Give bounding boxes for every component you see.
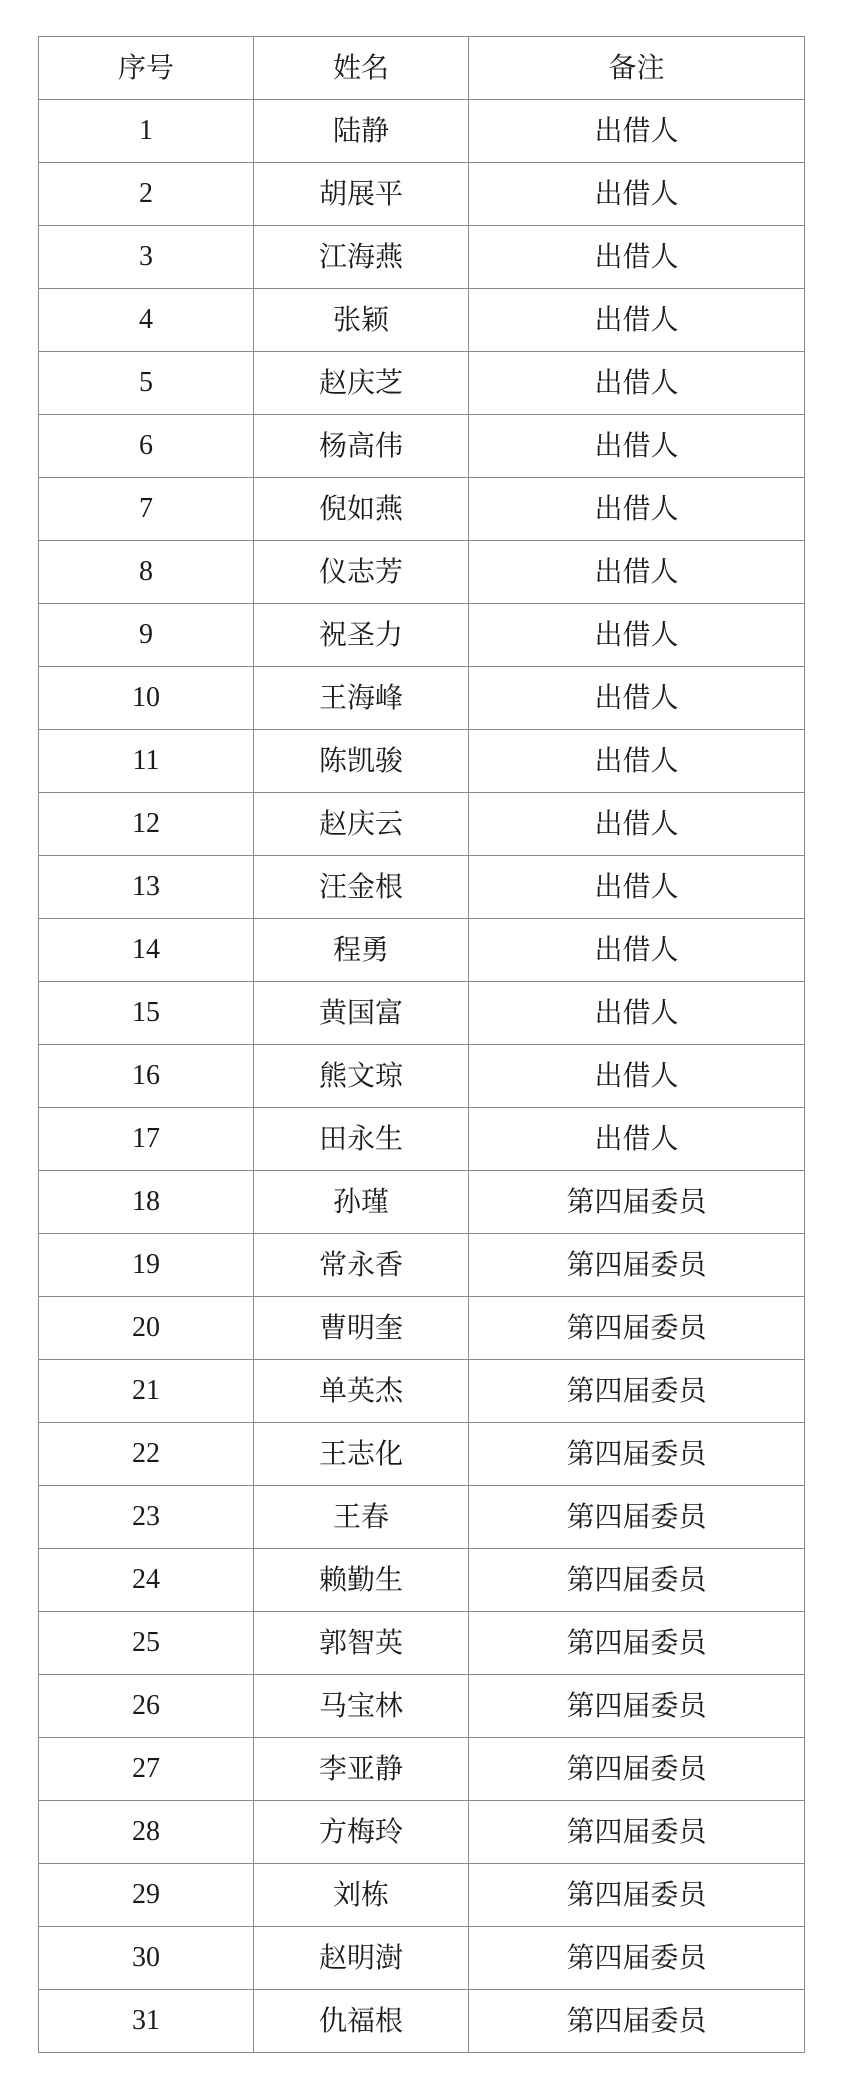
cell-number: 26 (39, 1675, 254, 1738)
cell-number: 12 (39, 793, 254, 856)
table-header (39, 37, 805, 100)
cell-remark: 出借人 (469, 1108, 805, 1171)
cell-number: 28 (39, 1801, 254, 1864)
cell-number: 8 (39, 541, 254, 604)
cell-number: 18 (39, 1171, 254, 1234)
table-row (39, 1360, 805, 1423)
cell-number: 29 (39, 1864, 254, 1927)
cell-number: 16 (39, 1045, 254, 1108)
cell-number: 9 (39, 604, 254, 667)
cell-number: 14 (39, 919, 254, 982)
cell-name: 王志化 (254, 1423, 469, 1486)
cell-number: 21 (39, 1360, 254, 1423)
cell-name: 郭智英 (254, 1612, 469, 1675)
cell-name: 赵庆云 (254, 793, 469, 856)
cell-number: 5 (39, 352, 254, 415)
cell-remark: 出借人 (469, 100, 805, 163)
cell-name: 江海燕 (254, 226, 469, 289)
table-row (39, 1108, 805, 1171)
cell-name: 杨高伟 (254, 415, 469, 478)
cell-number: 27 (39, 1738, 254, 1801)
cell-remark: 第四届委员 (469, 1171, 805, 1234)
table-row (39, 1297, 805, 1360)
cell-name: 孙瑾 (254, 1171, 469, 1234)
cell-remark: 第四届委员 (469, 1990, 805, 2053)
table-row (39, 289, 805, 352)
cell-name: 马宝林 (254, 1675, 469, 1738)
cell-remark: 第四届委员 (469, 1927, 805, 1990)
cell-remark: 第四届委员 (469, 1234, 805, 1297)
cell-remark: 出借人 (469, 730, 805, 793)
cell-remark: 出借人 (469, 856, 805, 919)
cell-remark: 出借人 (469, 982, 805, 1045)
cell-number: 17 (39, 1108, 254, 1171)
cell-name: 田永生 (254, 1108, 469, 1171)
table-row (39, 1549, 805, 1612)
table-row (39, 1171, 805, 1234)
cell-remark: 第四届委员 (469, 1360, 805, 1423)
table-row (39, 730, 805, 793)
table-row (39, 163, 805, 226)
table-row (39, 982, 805, 1045)
column-header-remark: 备注 (469, 37, 805, 100)
cell-remark: 出借人 (469, 793, 805, 856)
cell-remark: 第四届委员 (469, 1612, 805, 1675)
cell-remark: 出借人 (469, 415, 805, 478)
table-row (39, 100, 805, 163)
cell-number: 6 (39, 415, 254, 478)
cell-remark: 第四届委员 (469, 1297, 805, 1360)
cell-remark: 出借人 (469, 919, 805, 982)
cell-name: 单英杰 (254, 1360, 469, 1423)
table-row (39, 1738, 805, 1801)
cell-name: 李亚静 (254, 1738, 469, 1801)
cell-remark: 出借人 (469, 226, 805, 289)
cell-number: 3 (39, 226, 254, 289)
cell-name: 陆静 (254, 100, 469, 163)
table-row (39, 856, 805, 919)
table-row (39, 1864, 805, 1927)
cell-remark: 第四届委员 (469, 1738, 805, 1801)
table-body (39, 100, 805, 2053)
table-row (39, 415, 805, 478)
cell-remark: 出借人 (469, 478, 805, 541)
table-row (39, 1927, 805, 1990)
cell-name: 王春 (254, 1486, 469, 1549)
cell-name: 曹明奎 (254, 1297, 469, 1360)
cell-number: 31 (39, 1990, 254, 2053)
table-row (39, 478, 805, 541)
cell-number: 4 (39, 289, 254, 352)
cell-remark: 出借人 (469, 1045, 805, 1108)
cell-number: 25 (39, 1612, 254, 1675)
column-header-number: 序号 (39, 37, 254, 100)
cell-name: 常永香 (254, 1234, 469, 1297)
cell-name: 陈凯骏 (254, 730, 469, 793)
cell-name: 赖勤生 (254, 1549, 469, 1612)
cell-name: 方梅玲 (254, 1801, 469, 1864)
cell-remark: 出借人 (469, 541, 805, 604)
cell-remark: 第四届委员 (469, 1423, 805, 1486)
cell-number: 19 (39, 1234, 254, 1297)
table-row (39, 1675, 805, 1738)
cell-name: 张颖 (254, 289, 469, 352)
cell-number: 22 (39, 1423, 254, 1486)
table-row (39, 1045, 805, 1108)
table-row (39, 1612, 805, 1675)
cell-remark: 第四届委员 (469, 1549, 805, 1612)
cell-remark: 出借人 (469, 667, 805, 730)
cell-remark: 出借人 (469, 352, 805, 415)
cell-name: 赵庆芝 (254, 352, 469, 415)
table-row (39, 1423, 805, 1486)
cell-name: 胡展平 (254, 163, 469, 226)
table-row (39, 226, 805, 289)
cell-name: 熊文琼 (254, 1045, 469, 1108)
table-row (39, 1990, 805, 2053)
cell-number: 24 (39, 1549, 254, 1612)
cell-name: 程勇 (254, 919, 469, 982)
cell-name: 黄国富 (254, 982, 469, 1045)
cell-remark: 第四届委员 (469, 1864, 805, 1927)
cell-number: 7 (39, 478, 254, 541)
cell-number: 20 (39, 1297, 254, 1360)
cell-number: 15 (39, 982, 254, 1045)
table-row (39, 667, 805, 730)
cell-name: 倪如燕 (254, 478, 469, 541)
header-row (39, 37, 805, 100)
roster-table (38, 36, 805, 2053)
cell-number: 11 (39, 730, 254, 793)
cell-remark: 第四届委员 (469, 1801, 805, 1864)
cell-number: 30 (39, 1927, 254, 1990)
column-header-name: 姓名 (254, 37, 469, 100)
cell-number: 23 (39, 1486, 254, 1549)
table-row (39, 1486, 805, 1549)
cell-name: 祝圣力 (254, 604, 469, 667)
cell-remark: 出借人 (469, 289, 805, 352)
cell-name: 汪金根 (254, 856, 469, 919)
cell-remark: 第四届委员 (469, 1486, 805, 1549)
cell-number: 1 (39, 100, 254, 163)
cell-remark: 出借人 (469, 604, 805, 667)
cell-remark: 第四届委员 (469, 1675, 805, 1738)
cell-name: 刘栋 (254, 1864, 469, 1927)
table-row (39, 793, 805, 856)
table-row (39, 541, 805, 604)
cell-name: 王海峰 (254, 667, 469, 730)
table-row (39, 1801, 805, 1864)
cell-remark: 出借人 (469, 163, 805, 226)
cell-name: 仇福根 (254, 1990, 469, 2053)
cell-number: 13 (39, 856, 254, 919)
cell-name: 赵明澍 (254, 1927, 469, 1990)
table-row (39, 604, 805, 667)
cell-number: 2 (39, 163, 254, 226)
table-row (39, 919, 805, 982)
table-row (39, 1234, 805, 1297)
cell-name: 仪志芳 (254, 541, 469, 604)
cell-number: 10 (39, 667, 254, 730)
table-row (39, 352, 805, 415)
